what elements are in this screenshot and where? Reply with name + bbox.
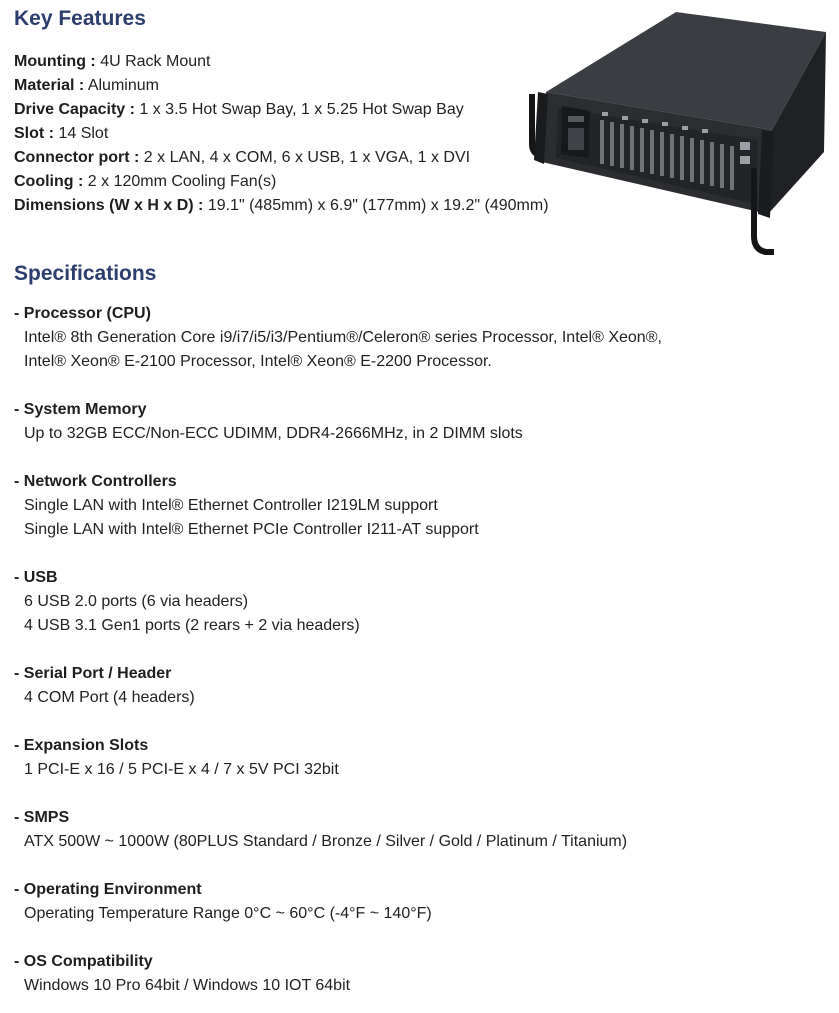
spec-line: 1 PCI-E x 16 / 5 PCI-E x 4 / 7 x 5V PCI 32bit (24, 761, 339, 778)
feature-label: Mounting : (14, 53, 96, 70)
spec-heading: - SMPS (14, 809, 70, 826)
feature-label: Drive Capacity : (14, 101, 135, 118)
spec-line: Single LAN with Intel® Ethernet PCIe Controller I211-AT support (24, 521, 479, 538)
spec-line: 4 USB 3.1 Gen1 ports (2 rears + 2 via headers) (24, 617, 360, 634)
feature-label: Dimensions (W x H x D) : (14, 197, 204, 214)
spec-usb (14, 566, 662, 638)
spec-line: 4 COM Port (4 headers) (24, 689, 195, 706)
spec-serial-port (14, 662, 662, 710)
feature-value: 1 x 3.5 Hot Swap Bay, 1 x 5.25 Hot Swap Bay (139, 101, 464, 118)
feature-cooling (14, 170, 549, 194)
spec-heading: - Network Controllers (14, 473, 177, 490)
feature-value: 14 Slot (58, 125, 109, 142)
spec-line: Up to 32GB ECC/Non-ECC UDIMM, DDR4-2666MHz, in 2 DIMM slots (24, 425, 523, 442)
feature-label: Slot : (14, 125, 54, 142)
feature-value: 19.1" (485mm) x 6.9" (177mm) x 19.2" (490mm) (207, 197, 549, 214)
spec-line: ATX 500W ~ 1000W (80PLUS Standard / Bronze / Silver / Gold / Platinum / Titanium) (24, 833, 628, 850)
feature-connector-port (14, 146, 549, 170)
spec-heading: - Processor (CPU) (14, 305, 151, 322)
spec-heading: - Serial Port / Header (14, 665, 172, 682)
key-features-list (14, 50, 549, 218)
feature-material (14, 74, 549, 98)
spec-line: Single LAN with Intel® Ethernet Controller I219LM support (24, 497, 438, 514)
spec-heading: - System Memory (14, 401, 147, 418)
feature-slot (14, 122, 549, 146)
spec-heading: - Expansion Slots (14, 737, 149, 754)
spec-heading: - Operating Environment (14, 881, 202, 898)
spec-line: Intel® 8th Generation Core i9/i7/i5/i3/Pentium®/Celeron® series Processor, Intel® Xeon®, (24, 329, 662, 346)
feature-label: Connector port : (14, 149, 140, 166)
key-features-title: Key Features (14, 7, 146, 30)
spec-operating-environment (14, 878, 662, 926)
spec-os-compatibility (14, 950, 662, 998)
spec-heading: - OS Compatibility (14, 953, 153, 970)
feature-mounting (14, 50, 549, 74)
spec-system-memory (14, 398, 662, 446)
spec-processor (14, 302, 662, 374)
feature-label: Material : (14, 77, 85, 94)
feature-value: Aluminum (87, 77, 159, 94)
spec-line: Operating Temperature Range 0°C ~ 60°C (-4°F ~ 140°F) (24, 905, 432, 922)
feature-drive-capacity (14, 98, 549, 122)
feature-value: 4U Rack Mount (100, 53, 211, 70)
feature-dimensions (14, 194, 549, 218)
spec-line: Windows 10 Pro 64bit / Windows 10 IOT 64bit (24, 977, 351, 994)
specifications-list (14, 302, 662, 998)
spec-line: Intel® Xeon® E-2100 Processor, Intel® Xeon® E-2200 Processor. (24, 353, 492, 370)
rackmount-chassis-image (518, 8, 830, 260)
spec-expansion-slots (14, 734, 662, 782)
specifications-title: Specifications (14, 262, 157, 285)
spec-line: 6 USB 2.0 ports (6 via headers) (24, 593, 249, 610)
spec-network-controllers (14, 470, 662, 542)
spec-smps (14, 806, 662, 854)
feature-value: 2 x LAN, 4 x COM, 6 x USB, 1 x VGA, 1 x DVI (143, 149, 471, 166)
feature-value: 2 x 120mm Cooling Fan(s) (87, 173, 277, 190)
spec-heading: - USB (14, 569, 58, 586)
feature-label: Cooling : (14, 173, 84, 190)
